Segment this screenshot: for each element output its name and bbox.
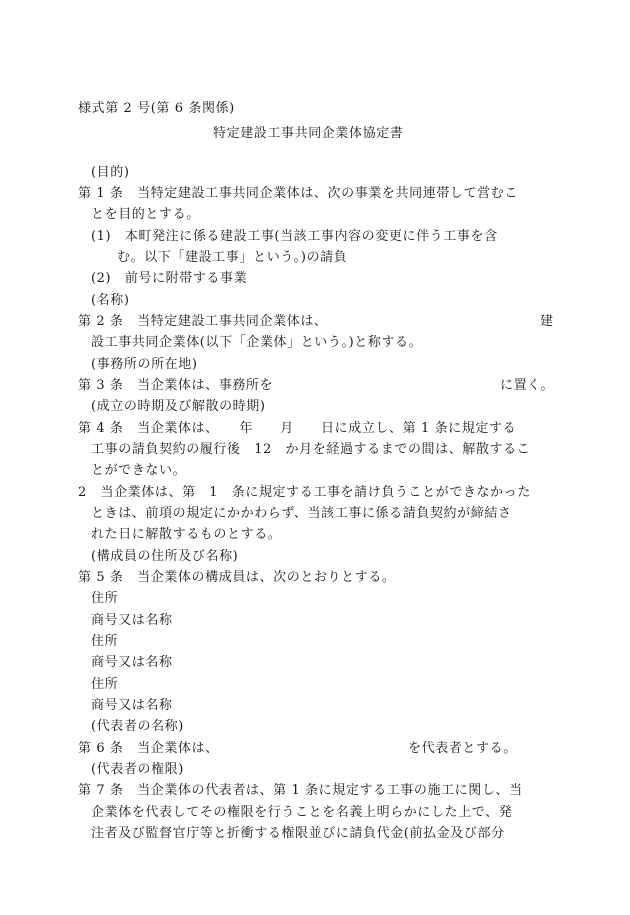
article-7-line-2: 企業体を代表してその権限を行うことを名義上明らかにした上で、発	[91, 805, 513, 820]
article-7-line-1: 第 7 条 当企業体の代表者は、第 1 条に規定する工事の施工に関し、当	[78, 783, 523, 798]
member-address-2: 住所	[91, 634, 119, 649]
member-address-1: 住所	[91, 591, 119, 606]
article-2-line-2: 設工事共同企業体(以下「企業体」という。)と称する。	[91, 335, 423, 350]
article-1-line-1: 第 1 条 当特定建設工事共同企業体は、次の事業を共同連帯して営むこ	[78, 186, 518, 201]
article-3-line-1: 第 3 条 当企業体は、事務所を	[78, 378, 274, 393]
article-1-item-1-cont: む。以下「建設工事」という。)の請負	[117, 250, 348, 265]
section-heading-representative: (代表者の名称)	[91, 719, 184, 734]
article-4-line-2: 工事の請負契約の履行後 12 か月を経過するまでの間は、解散するこ	[91, 442, 531, 457]
article-2-line-1-end: 建	[540, 314, 554, 329]
article-3-line-1-end: に置く。	[500, 378, 555, 393]
document-title: 特定建設工事共同企業体協定書	[213, 126, 404, 141]
section-heading-period: (成立の時期及び解散の時期)	[91, 399, 266, 414]
member-address-3: 住所	[91, 677, 119, 692]
article-6-line-1: 第 6 条 当企業体は、	[78, 741, 219, 756]
article-4-para-2-line-1: 2 当企業体は、第 1 条に規定する工事を請け負うことができなかった	[78, 485, 531, 500]
article-1-line-2: とを目的とする。	[91, 207, 200, 222]
article-6-line-1-end: を代表者とする。	[408, 741, 517, 756]
member-name-1: 商号又は名称	[91, 613, 173, 628]
article-4-para-2-line-2: ときは、前項の規定にかかわらず、当該工事に係る請負契約が締結さ	[91, 506, 512, 521]
article-7-line-3: 注者及び監督官庁等と折衝する権限並びに請負代金(前払金及び部分	[91, 826, 505, 841]
member-name-2: 商号又は名称	[91, 655, 173, 670]
article-4-line-1: 第 4 条 当企業体は、 年 月 日に成立し、第 1 条に規定する	[78, 421, 517, 436]
article-1-item-2: (2) 前号に附帯する事業	[91, 271, 248, 286]
article-2-line-1: 第 2 条 当特定建設工事共同企業体は、	[78, 314, 328, 329]
article-4-para-2-line-3: れた日に解散するものとする。	[91, 527, 282, 542]
section-heading-name: (名称)	[91, 293, 130, 308]
article-5-line-1: 第 5 条 当企業体の構成員は、次のとおりとする。	[78, 570, 396, 585]
form-label: 様式第 2 号(第 6 条関係)	[78, 101, 235, 116]
section-heading-authority: (代表者の権限)	[91, 762, 184, 777]
article-1-item-1: (1) 本町発注に係る建設工事(当該工事内容の変更に伴う工事を含	[91, 229, 498, 244]
section-heading-purpose: (目的)	[91, 165, 130, 180]
article-4-line-3: とができない。	[91, 463, 187, 478]
section-heading-members: (構成員の住所及び名称)	[91, 549, 239, 564]
member-name-3: 商号又は名称	[91, 698, 173, 713]
section-heading-office: (事務所の所在地)	[91, 357, 198, 372]
